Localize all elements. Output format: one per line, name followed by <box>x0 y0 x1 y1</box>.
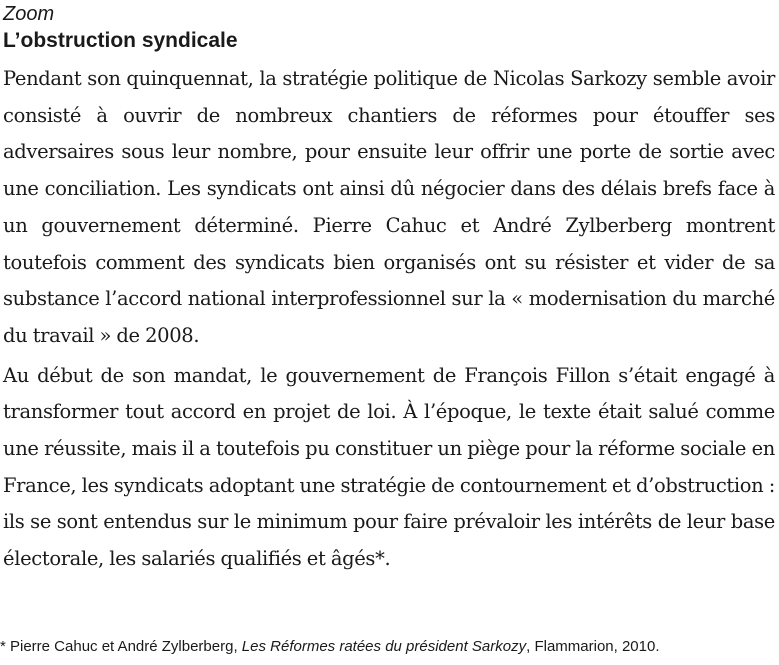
zoom-box <box>3 0 775 581</box>
footnote-book-title: Les Réformes ratées du président Sarkozy <box>241 638 527 655</box>
paragraph-1: Pendant son quinquennat, la stratégie politique de Nicolas Sarkozy semble avoir consisté à ouvrir de nombreux chantiers de réformes pour étouffer ses adversaires sous leur nombre, pour ensuite leur offrir une porte de sortie avec une conciliation. Les syndicats ont ainsi dû négocier dans des délais brefs face à un gouvernement déterminé. Pierre Cahuc et André Zylberberg montrent toutefois comment des syndicats bien organisés ont su résister et vider de sa substance l’accord national interprofessionnel sur la « modernisation du marché du travail » de 2008. <box>3 67 775 347</box>
footnote <box>0 637 660 657</box>
box-kicker: Zoom <box>3 3 55 25</box>
footnote-prefix: * Pierre Cahuc et André Zylberberg, <box>0 638 242 655</box>
paragraph-2: Au début de son mandat, le gouvernement de François Fillon s’était engagé à transformer tout accord en projet de loi. À l’époque, le texte était salué comme une réussite, mais il a toutefois pu constituer un piège pour la réforme sociale en France, les syndicats adoptant une stratégie de contournement et d’obstruction : ils se sont entendus sur le minimum pour faire prévaloir les intérêts de leur base électorale, les salariés qualifiés et âgés*. <box>3 363 775 571</box>
box-title: L’obstruction syndicale <box>3 29 238 52</box>
footnote-suffix: , Flammarion, 2010. <box>526 638 660 655</box>
